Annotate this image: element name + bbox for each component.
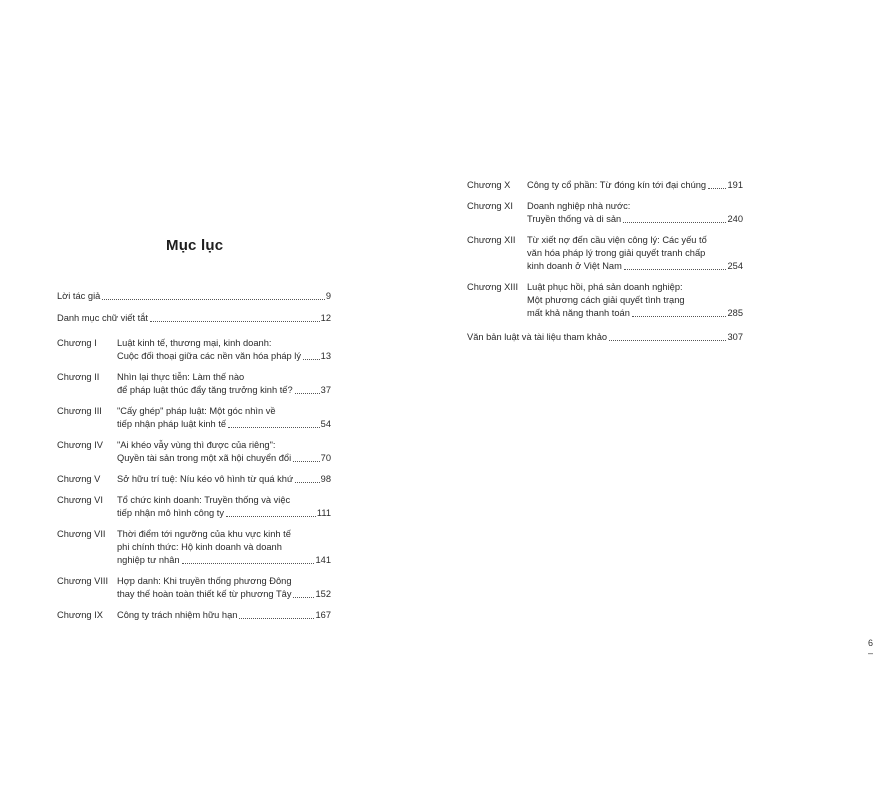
chapter-title-line: tiếp nhận pháp luật kinh tế bbox=[117, 419, 227, 429]
chapter-title-line: để pháp luật thúc đẩy tăng trưởng kinh tế? bbox=[117, 385, 293, 395]
chapter-title-line: nghiệp tư nhân bbox=[117, 555, 180, 565]
dot-leader bbox=[295, 393, 320, 394]
toc-entry bbox=[57, 290, 331, 303]
chapter-entry bbox=[57, 528, 331, 567]
chapter-title-last-line bbox=[527, 260, 743, 273]
chapter-title-last-line bbox=[527, 307, 743, 320]
chapter-title-line: Công ty cổ phần: Từ đóng kín tới đại chúng bbox=[527, 180, 707, 190]
chapter-title bbox=[527, 179, 743, 192]
chapter-title-last-line bbox=[117, 473, 331, 486]
chapter-entry bbox=[57, 405, 331, 431]
entry-page-number: 9 bbox=[325, 291, 331, 301]
chapter-label: Chương XIII bbox=[467, 282, 519, 292]
chapter-title bbox=[527, 200, 743, 226]
dot-leader bbox=[239, 618, 314, 619]
chapter-page-number: 54 bbox=[320, 419, 331, 429]
chapter-title-line: Doanh nghiệp nhà nước: bbox=[527, 201, 631, 211]
chapter-page-number: 13 bbox=[320, 351, 331, 361]
page-number: 6 – bbox=[868, 638, 873, 658]
dot-leader bbox=[150, 321, 320, 322]
chapter-title-line: thay thế hoàn toàn thiết kế từ phương Tây bbox=[117, 589, 292, 599]
entry-page-number: 307 bbox=[727, 332, 743, 342]
chapter-label: Chương IX bbox=[57, 610, 103, 620]
chapter-title-line: Sở hữu trí tuệ: Níu kéo vô hình từ quá khứ bbox=[117, 474, 294, 484]
chapter-title bbox=[117, 609, 331, 622]
chapter-entry bbox=[467, 200, 743, 226]
chapter-entry bbox=[57, 609, 331, 622]
dot-leader bbox=[632, 316, 727, 317]
toc-left-list bbox=[57, 290, 331, 622]
chapter-title bbox=[527, 281, 743, 320]
dot-leader bbox=[609, 340, 726, 341]
chapter-page-number: 70 bbox=[320, 453, 331, 463]
dot-leader bbox=[293, 597, 314, 598]
chapter-page-number: 152 bbox=[315, 589, 331, 599]
chapter-entry bbox=[57, 494, 331, 520]
right-page bbox=[400, 0, 873, 800]
entry-title: Văn bản luật và tài liệu tham khảo bbox=[467, 332, 608, 342]
dot-leader bbox=[228, 427, 320, 428]
chapter-title-last-line bbox=[117, 350, 331, 363]
chapter-title-line: mất khả năng thanh toán bbox=[527, 308, 630, 318]
chapter-list bbox=[57, 337, 331, 622]
chapter-title bbox=[117, 575, 331, 601]
chapter-title-last-line bbox=[117, 452, 331, 465]
chapter-page-number: 98 bbox=[320, 474, 331, 484]
chapter-entry bbox=[57, 337, 331, 363]
chapter-entry bbox=[57, 473, 331, 486]
chapter-title-line: Luật phục hồi, phá sản doanh nghiệp: bbox=[527, 282, 683, 292]
chapter-label: Chương III bbox=[57, 406, 102, 416]
chapter-entry bbox=[57, 439, 331, 465]
dot-leader bbox=[226, 516, 316, 517]
chapter-title-last-line bbox=[527, 179, 743, 192]
dot-leader bbox=[293, 461, 319, 462]
chapter-title-line: Từ xiết nợ đến cầu viện công lý: Các yếu tố bbox=[527, 235, 707, 245]
chapter-title-line: tiếp nhận mô hình công ty bbox=[117, 508, 224, 518]
chapter-title-last-line bbox=[117, 554, 331, 567]
dot-leader bbox=[102, 299, 325, 300]
dot-leader bbox=[708, 188, 726, 189]
chapter-title-line: văn hóa pháp lý trong giải quyết tranh chấp bbox=[527, 248, 706, 258]
chapter-label: Chương XII bbox=[467, 235, 516, 245]
chapter-title-line: "Cấy ghép" pháp luật: Một góc nhìn về bbox=[117, 406, 276, 416]
chapter-title-line: Công ty trách nhiệm hữu hạn bbox=[117, 610, 238, 620]
chapter-title-line: Luật kinh tế, thương mại, kinh doanh: bbox=[117, 338, 272, 348]
chapter-label: Chương VIII bbox=[57, 576, 109, 586]
dot-leader bbox=[303, 359, 320, 360]
chapter-title bbox=[117, 473, 331, 486]
chapter-page-number: 167 bbox=[315, 610, 331, 620]
chapter-label: Chương I bbox=[57, 338, 97, 348]
page-title: Mục lục bbox=[166, 237, 224, 254]
chapter-page-number: 240 bbox=[727, 214, 743, 224]
chapter-title-last-line bbox=[527, 213, 743, 226]
chapter-entry bbox=[57, 371, 331, 397]
dot-leader bbox=[295, 482, 319, 483]
back-matter-list bbox=[467, 331, 743, 344]
chapter-page-number: 37 bbox=[320, 385, 331, 395]
chapter-title-last-line bbox=[117, 418, 331, 431]
chapter-page-number: 111 bbox=[316, 508, 331, 518]
front-matter-list bbox=[57, 290, 331, 325]
chapter-title-line: Quyền tài sản trong một xã hội chuyển đổi bbox=[117, 453, 292, 463]
chapter-title bbox=[117, 439, 331, 465]
chapter-entry bbox=[467, 179, 743, 192]
entry-title: Lời tác giả bbox=[57, 291, 101, 301]
toc-entry bbox=[467, 331, 743, 344]
chapter-title bbox=[117, 371, 331, 397]
chapter-title-line: kinh doanh ở Việt Nam bbox=[527, 261, 622, 271]
chapter-title-last-line bbox=[117, 609, 331, 622]
chapter-title-line: Một phương cách giải quyết tình trạng bbox=[527, 295, 685, 305]
chapter-title bbox=[527, 234, 743, 273]
chapter-list bbox=[467, 179, 743, 320]
chapter-entry bbox=[57, 575, 331, 601]
chapter-label: Chương VII bbox=[57, 529, 106, 539]
chapter-page-number: 285 bbox=[727, 308, 743, 318]
chapter-title bbox=[117, 494, 331, 520]
toc-right-list bbox=[467, 179, 743, 344]
chapter-title bbox=[117, 528, 331, 567]
entry-title: Danh mục chữ viết tắt bbox=[57, 313, 148, 323]
chapter-title-line: Thời điểm tới ngưỡng của khu vực kinh tế bbox=[117, 529, 291, 539]
chapter-title-line: Tổ chức kinh doanh: Truyền thống và việc bbox=[117, 495, 291, 505]
chapter-label: Chương II bbox=[57, 372, 100, 382]
chapter-title-line: Hợp danh: Khi truyền thống phương Đông bbox=[117, 576, 292, 586]
toc-entry bbox=[57, 312, 331, 325]
dot-leader bbox=[624, 269, 727, 270]
chapter-title-line: Cuộc đối thoại giữa các nền văn hóa pháp lý bbox=[117, 351, 302, 361]
chapter-label: Chương V bbox=[57, 474, 101, 484]
dot-leader bbox=[182, 563, 315, 564]
dot-leader bbox=[623, 222, 726, 223]
chapter-title-last-line bbox=[117, 384, 331, 397]
left-page bbox=[0, 0, 400, 800]
chapter-title bbox=[117, 337, 331, 363]
chapter-page-number: 254 bbox=[727, 261, 743, 271]
chapter-label: Chương IV bbox=[57, 440, 103, 450]
chapter-title-line: Truyền thống và di sản bbox=[527, 214, 622, 224]
chapter-title-line: phi chính thức: Hộ kinh doanh và doanh bbox=[117, 542, 282, 552]
chapter-entry bbox=[467, 281, 743, 320]
chapter-title-line: Nhìn lại thực tiễn: Làm thế nào bbox=[117, 372, 245, 382]
chapter-label: Chương XI bbox=[467, 201, 513, 211]
entry-page-number: 12 bbox=[320, 313, 331, 323]
chapter-page-number: 141 bbox=[315, 555, 331, 565]
chapter-title-line: "Ai khéo vẫy vùng thì được của riêng": bbox=[117, 440, 276, 450]
chapter-entry bbox=[467, 234, 743, 273]
chapter-title-last-line bbox=[117, 588, 331, 601]
chapter-label: Chương VI bbox=[57, 495, 103, 505]
chapter-page-number: 191 bbox=[727, 180, 743, 190]
chapter-label: Chương X bbox=[467, 180, 511, 190]
chapter-title bbox=[117, 405, 331, 431]
chapter-title-last-line bbox=[117, 507, 331, 520]
